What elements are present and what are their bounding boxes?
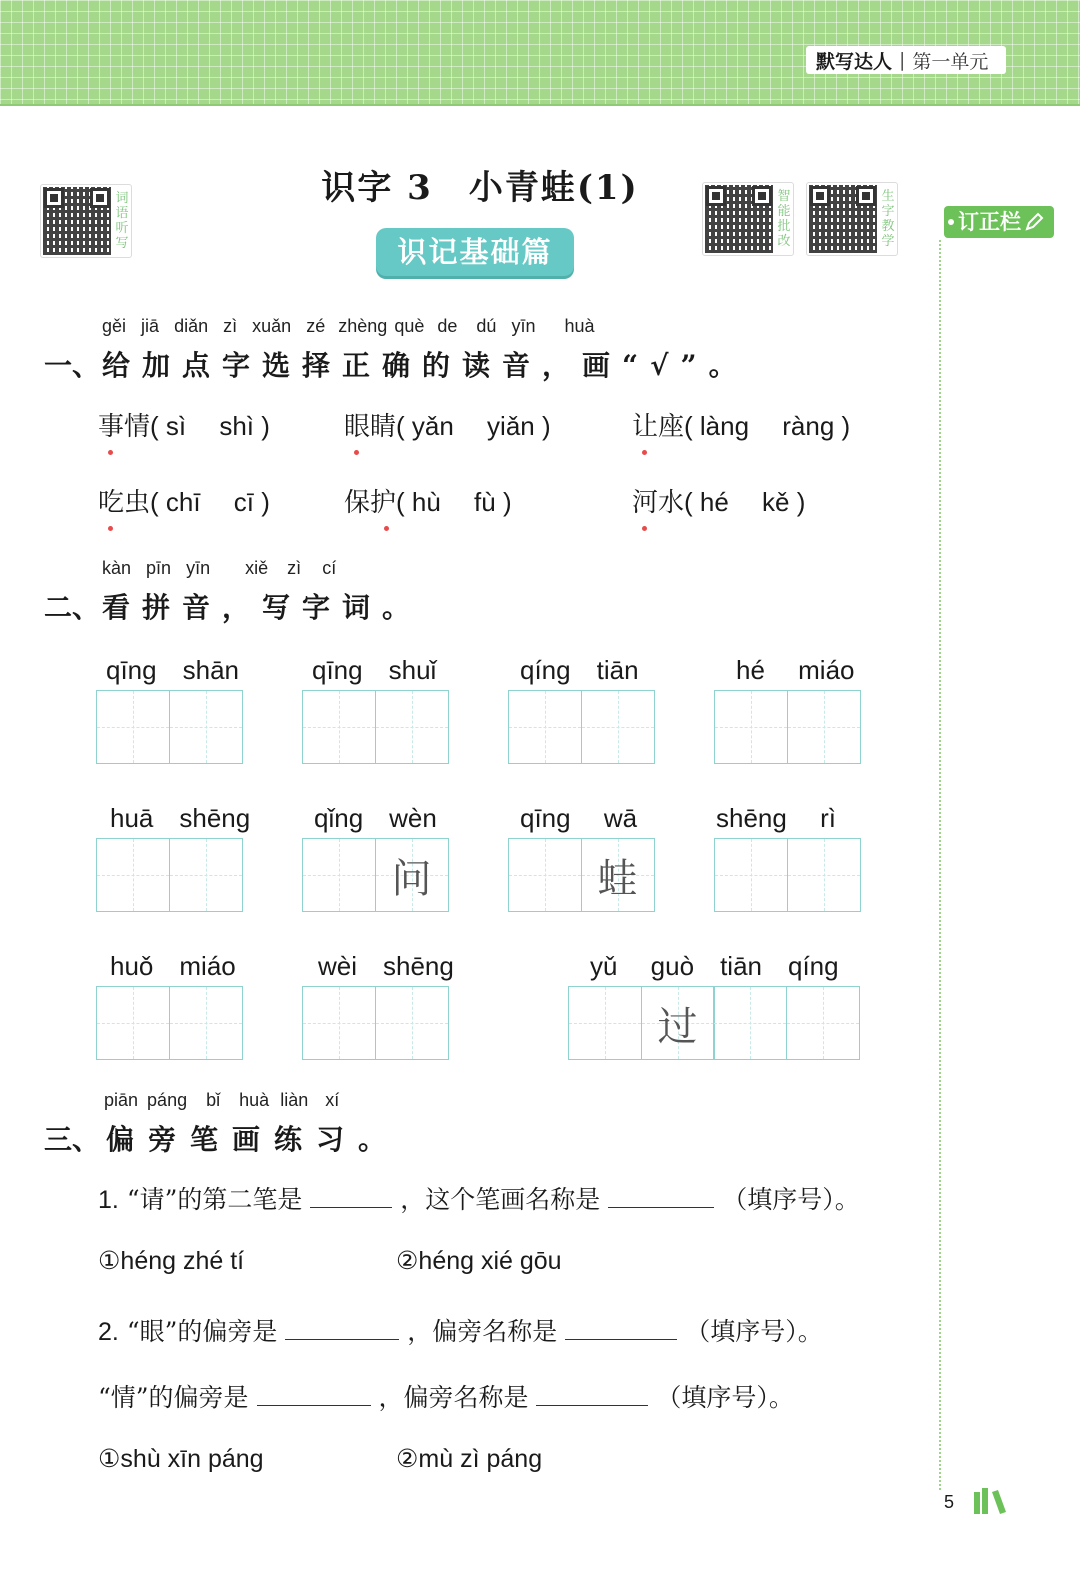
section-2-heading <box>44 558 904 628</box>
grid-pinyin: qíng tiān <box>520 655 639 685</box>
sample-character: 过 <box>657 1003 698 1050</box>
answer-blank[interactable] <box>565 1313 677 1340</box>
answer-blank[interactable] <box>310 1181 392 1208</box>
question-text: “情”的偏旁是 <box>98 1383 249 1412</box>
option-1: ①héng zhé tí <box>98 1247 245 1275</box>
tian-cell[interactable] <box>302 690 376 764</box>
header-label <box>806 46 1006 74</box>
tian-grid-row[interactable] <box>302 838 447 912</box>
series-name: 默写达人 <box>816 50 893 73</box>
grid-pinyin: wèi shēng <box>318 951 454 981</box>
grid-pinyin: qīng shuǐ <box>312 655 437 685</box>
question-text: ，这个笔画名称是 <box>400 1185 601 1214</box>
tian-cell[interactable] <box>96 986 170 1060</box>
q1-item[interactable] <box>632 406 850 443</box>
books-icon <box>968 1486 1012 1516</box>
tian-cell[interactable] <box>169 986 243 1060</box>
item-word: 吃虫 <box>98 482 150 519</box>
tian-grid-row[interactable] <box>714 690 859 764</box>
tian-cell[interactable] <box>786 986 860 1060</box>
item-options[interactable]: ( làng ràng ) <box>684 411 851 441</box>
question-text: “眼”的偏旁是 <box>126 1317 278 1346</box>
subtitle-badge: 识记基础篇 <box>376 228 574 276</box>
grid-pinyin: yǔ guò tiān qíng <box>590 951 839 981</box>
tian-cell[interactable] <box>302 986 376 1060</box>
answer-blank[interactable] <box>285 1313 399 1340</box>
section-number: 二、 <box>44 591 101 624</box>
tian-cell[interactable] <box>302 838 376 912</box>
question-3-2 <box>98 1312 823 1348</box>
q1-item[interactable] <box>98 406 270 443</box>
tian-cell[interactable] <box>375 986 449 1060</box>
option-2: ②mù zì páng <box>396 1445 543 1473</box>
option-1: ①shù xīn páng <box>98 1445 264 1473</box>
item-options[interactable]: ( chī cī ) <box>150 487 270 517</box>
emphasis-dot <box>354 450 359 455</box>
tian-cell[interactable] <box>508 690 582 764</box>
question-3-1 <box>98 1180 860 1216</box>
tian-grid-row[interactable] <box>568 986 858 1060</box>
question-text: （填序号）。 <box>656 1383 794 1412</box>
q1-item[interactable] <box>344 406 551 443</box>
tian-cell[interactable] <box>787 690 861 764</box>
grid-pinyin: qīng wā <box>520 803 638 833</box>
header-separator: | <box>899 49 906 71</box>
question-number: 1. <box>98 1186 119 1214</box>
emphasis-dot <box>108 450 113 455</box>
item-word: 保护 <box>344 482 396 519</box>
bullet-icon <box>948 219 954 225</box>
item-options[interactable]: ( hé kě ) <box>684 487 806 517</box>
item-word: 事情 <box>98 406 150 443</box>
question-text: （填序号）。 <box>685 1317 823 1346</box>
sample-character: 问 <box>391 855 432 902</box>
tian-cell[interactable] <box>714 690 788 764</box>
qr-label: 生字教学 <box>881 189 895 249</box>
grid-pinyin: qǐng wèn <box>314 803 437 833</box>
q1-item[interactable] <box>344 482 512 519</box>
page-number: 5 <box>944 1492 955 1512</box>
section-instruction: 看拼音，写字词。 <box>102 591 423 624</box>
tian-grid-row[interactable] <box>508 690 653 764</box>
tian-cell[interactable] <box>375 690 449 764</box>
grid-pinyin: huǒ miáo <box>110 951 236 981</box>
item-options[interactable]: ( yǎn yiǎn ) <box>396 411 551 441</box>
section-instruction: 给加点字选择正确的读音，画“√”。 <box>102 349 749 382</box>
tian-cell[interactable] <box>169 838 243 912</box>
section-3-heading <box>44 1090 904 1160</box>
tian-grid-row[interactable] <box>96 838 241 912</box>
item-word: 让座 <box>632 406 684 443</box>
grid-pinyin: qīng shān <box>106 655 239 685</box>
tian-cell[interactable] <box>714 838 788 912</box>
item-options[interactable]: ( sì shì ) <box>150 411 270 441</box>
correction-tab <box>944 206 1054 238</box>
unit-name: 第一单元 <box>912 50 989 73</box>
tian-cell[interactable] <box>787 838 861 912</box>
answer-blank[interactable] <box>257 1379 371 1406</box>
emphasis-dot <box>108 526 113 531</box>
qr-label: 词语听写 <box>115 191 129 251</box>
tian-grid-row[interactable] <box>302 986 447 1060</box>
grid-pinyin: huā shēng <box>110 803 251 833</box>
section-instruction: 偏旁笔画练习。 <box>106 1123 401 1156</box>
grid-pinyin: shēng rì <box>716 803 836 833</box>
tian-grid-row[interactable] <box>96 690 241 764</box>
question-text: ，偏旁名称是 <box>407 1317 558 1346</box>
tian-cell[interactable] <box>641 986 715 1060</box>
tian-cell[interactable] <box>581 690 655 764</box>
tian-cell[interactable] <box>713 986 787 1060</box>
section-pinyin: piān páng bǐ huà liàn xí <box>104 1090 340 1110</box>
tian-grid-row[interactable] <box>508 838 653 912</box>
tian-cell[interactable] <box>96 838 170 912</box>
tian-grid-row[interactable] <box>714 838 859 912</box>
correction-label: 订正栏 <box>958 210 1021 234</box>
tian-grid-row[interactable] <box>302 690 447 764</box>
tian-cell[interactable] <box>508 838 582 912</box>
item-word: 眼睛 <box>344 406 396 443</box>
grid-pinyin: hé miáo <box>736 655 855 685</box>
q1-item[interactable] <box>632 482 805 519</box>
section-pinyin: kàn pīn yīn xiě zì cí <box>102 558 337 578</box>
qr-label: 智能批改 <box>777 189 791 249</box>
option-2: ②héng xié gōu <box>396 1247 562 1275</box>
tian-grid-row[interactable] <box>96 986 241 1060</box>
emphasis-dot <box>642 450 647 455</box>
page-title: 识字 3 小青蛙(1) <box>321 168 639 208</box>
question-text: （填序号）。 <box>722 1185 860 1214</box>
section-1-heading <box>44 316 904 386</box>
tian-cell[interactable] <box>581 838 655 912</box>
section-number: 三、 <box>44 1123 101 1156</box>
tian-cell[interactable] <box>96 690 170 764</box>
emphasis-dot <box>642 526 647 531</box>
emphasis-dot <box>384 526 389 531</box>
sample-character: 蛙 <box>597 855 638 902</box>
question-3-2-line2 <box>98 1378 794 1414</box>
correction-column-divider <box>939 240 941 1490</box>
tian-cell[interactable] <box>568 986 642 1060</box>
item-word: 河水 <box>632 482 684 519</box>
tian-cell[interactable] <box>375 838 449 912</box>
question-text: ，偏旁名称是 <box>378 1383 529 1412</box>
section-number: 一、 <box>44 349 101 382</box>
answer-blank[interactable] <box>608 1181 714 1208</box>
tian-cell[interactable] <box>169 690 243 764</box>
option-line <box>98 1444 543 1474</box>
pencil-icon <box>1024 212 1044 232</box>
q1-item[interactable] <box>98 482 270 519</box>
item-options[interactable]: ( hù fù ) <box>396 487 512 517</box>
question-number: 2. <box>98 1318 119 1346</box>
section-pinyin: gěi jiā diǎn zì xuǎn zé zhèng què de dú yīn huà <box>102 316 595 336</box>
option-line <box>98 1246 562 1276</box>
answer-blank[interactable] <box>536 1379 648 1406</box>
question-text: “请”的第二笔是 <box>126 1185 303 1214</box>
